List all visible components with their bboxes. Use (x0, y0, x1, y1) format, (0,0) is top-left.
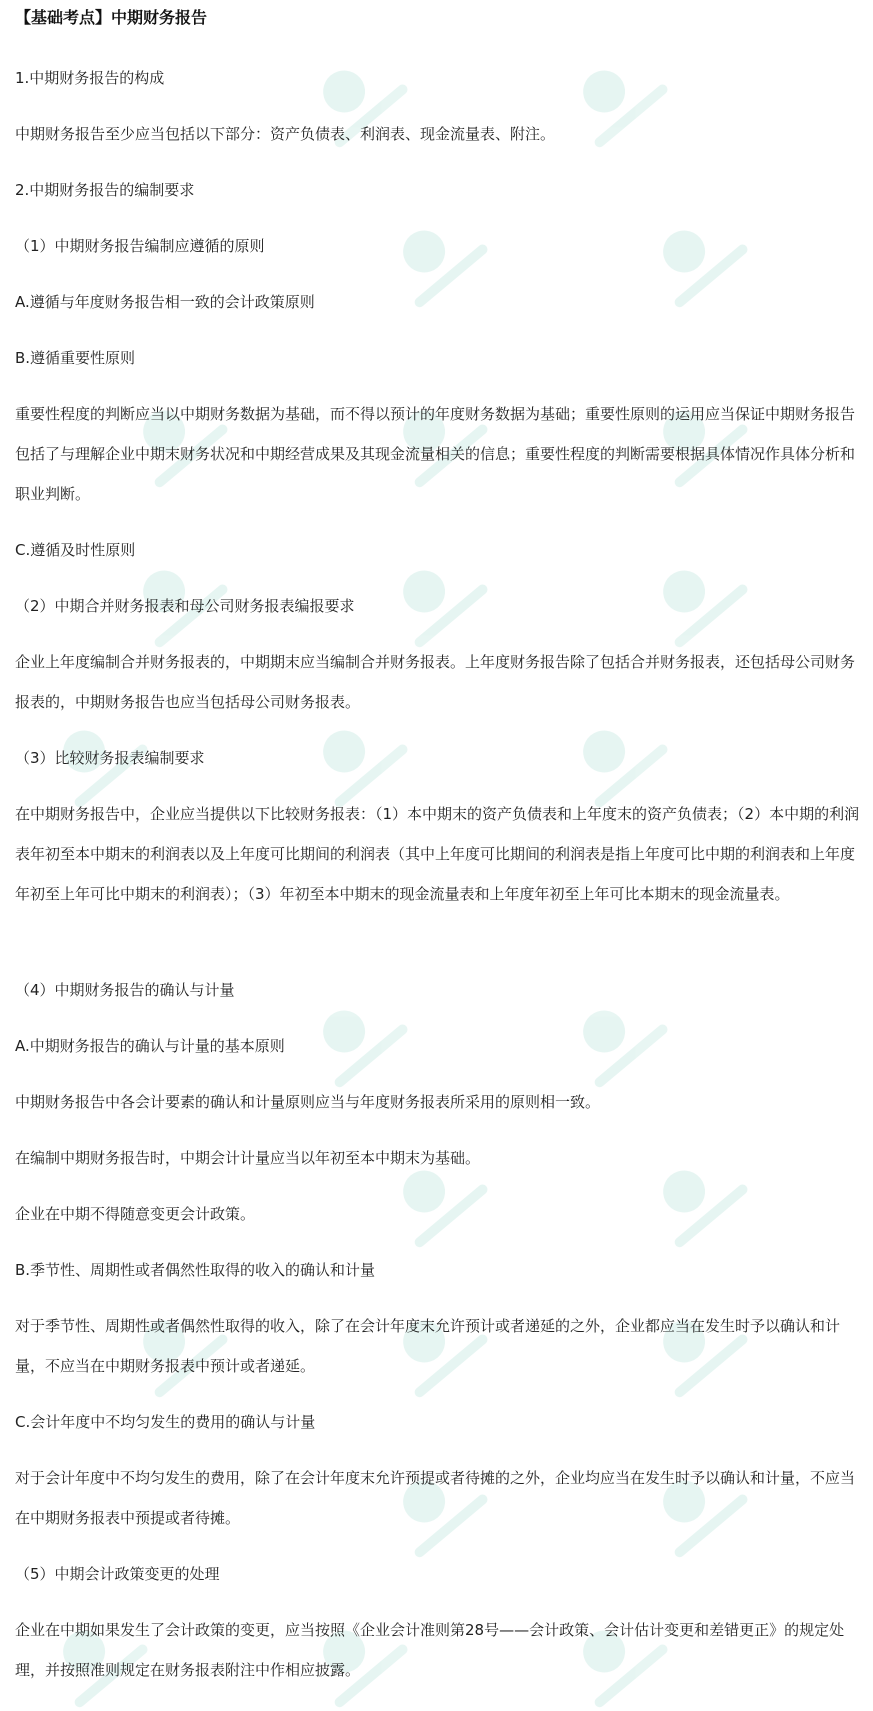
subheading: C.会计年度中不均匀发生的费用的确认与计量 (15, 1413, 316, 1431)
paragraph: 对于季节性、周期性或者偶然性取得的收入，除了在会计年度末允许预计或者递延的之外，企业都应当在发生时予以确认和计量，不应当在中期财务报表中预计或者递延。 (15, 1317, 841, 1375)
paragraph: 对于会计年度中不均匀发生的费用，除了在会计年度末允许预提或者待摊的之外，企业均应当在发生时予以确认和计量，不应当在中期财务报表中预提或者待摊。 (15, 1469, 856, 1527)
subsection-heading: （3）比较财务报表编制要求 (15, 749, 205, 767)
section-heading: 2.中期财务报告的编制要求 (15, 181, 195, 199)
paragraph: 企业在中期如果发生了会计政策的变更，应当按照《企业会计准则第28号——会计政策、会计估计变更和差错更正》的规定处理，并按照准则规定在财务报表附注中作相应披露。 (15, 1621, 845, 1679)
subheading: C.遵循及时性原则 (15, 541, 136, 559)
paragraph: 在中期财务报告中，企业应当提供以下比较财务报表：（1）本中期末的资产负债表和上年度末的资产负债表；（2）本中期的利润表年初至本中期末的利润表以及上年度可比期间的利润表（其中上年度可比期间的利润表是指上年度可比中期的利润表和上年度年初至上年可比中期末的利润表）；（3）年初至本中期末的现金流量表和上年度年初至上年可比本期末的现金流量表。 (15, 805, 860, 903)
paragraph: 中期财务报告至少应当包括以下部分：资产负债表、利润表、现金流量表、附注。 (15, 125, 556, 143)
subheading: B.遵循重要性原则 (15, 349, 136, 367)
subheading: B.季节性、周期性或者偶然性取得的收入的确认和计量 (15, 1261, 376, 1279)
subheading: A.中期财务报告的确认与计量的基本原则 (15, 1037, 285, 1055)
subsection-heading: （1）中期财务报告编制应遵循的原则 (15, 237, 265, 255)
subsection-heading: （2）中期合并财务报表和母公司财务报表编报要求 (15, 597, 355, 615)
paragraph: 重要性程度的判断应当以中期财务数据为基础，而不得以预计的年度财务数据为基础；重要性原则的运用应当保证中期财务报告包括了与理解企业中期末财务状况和中期经营成果及其现金流量相关的信息；重要性程度的判断需要根据具体情况作具体分析和职业判断。 (15, 405, 856, 503)
paragraph: 在编制中期财务报告时，中期会计计量应当以年初至本中期末为基础。 (15, 1149, 481, 1167)
paragraph: 中期财务报告中各会计要素的确认和计量原则应当与年度财务报表所采用的原则相一致。 (15, 1093, 601, 1111)
paragraph: 企业上年度编制合并财务报表的，中期期末应当编制合并财务报表。上年度财务报告除了包括合并财务报表，还包括母公司财务报表的，中期财务报告也应当包括母公司财务报表。 (15, 653, 856, 711)
subsection-heading: （5）中期会计政策变更的处理 (15, 1565, 220, 1583)
subsection-heading: （4）中期财务报告的确认与计量 (15, 981, 235, 999)
section-heading: 1.中期财务报告的构成 (15, 69, 165, 87)
page-title: 【基础考点】中期财务报告 (15, 8, 208, 27)
subheading: A.遵循与年度财务报告相一致的会计政策原则 (15, 293, 315, 311)
paragraph: 企业在中期不得随意变更会计政策。 (15, 1205, 256, 1223)
